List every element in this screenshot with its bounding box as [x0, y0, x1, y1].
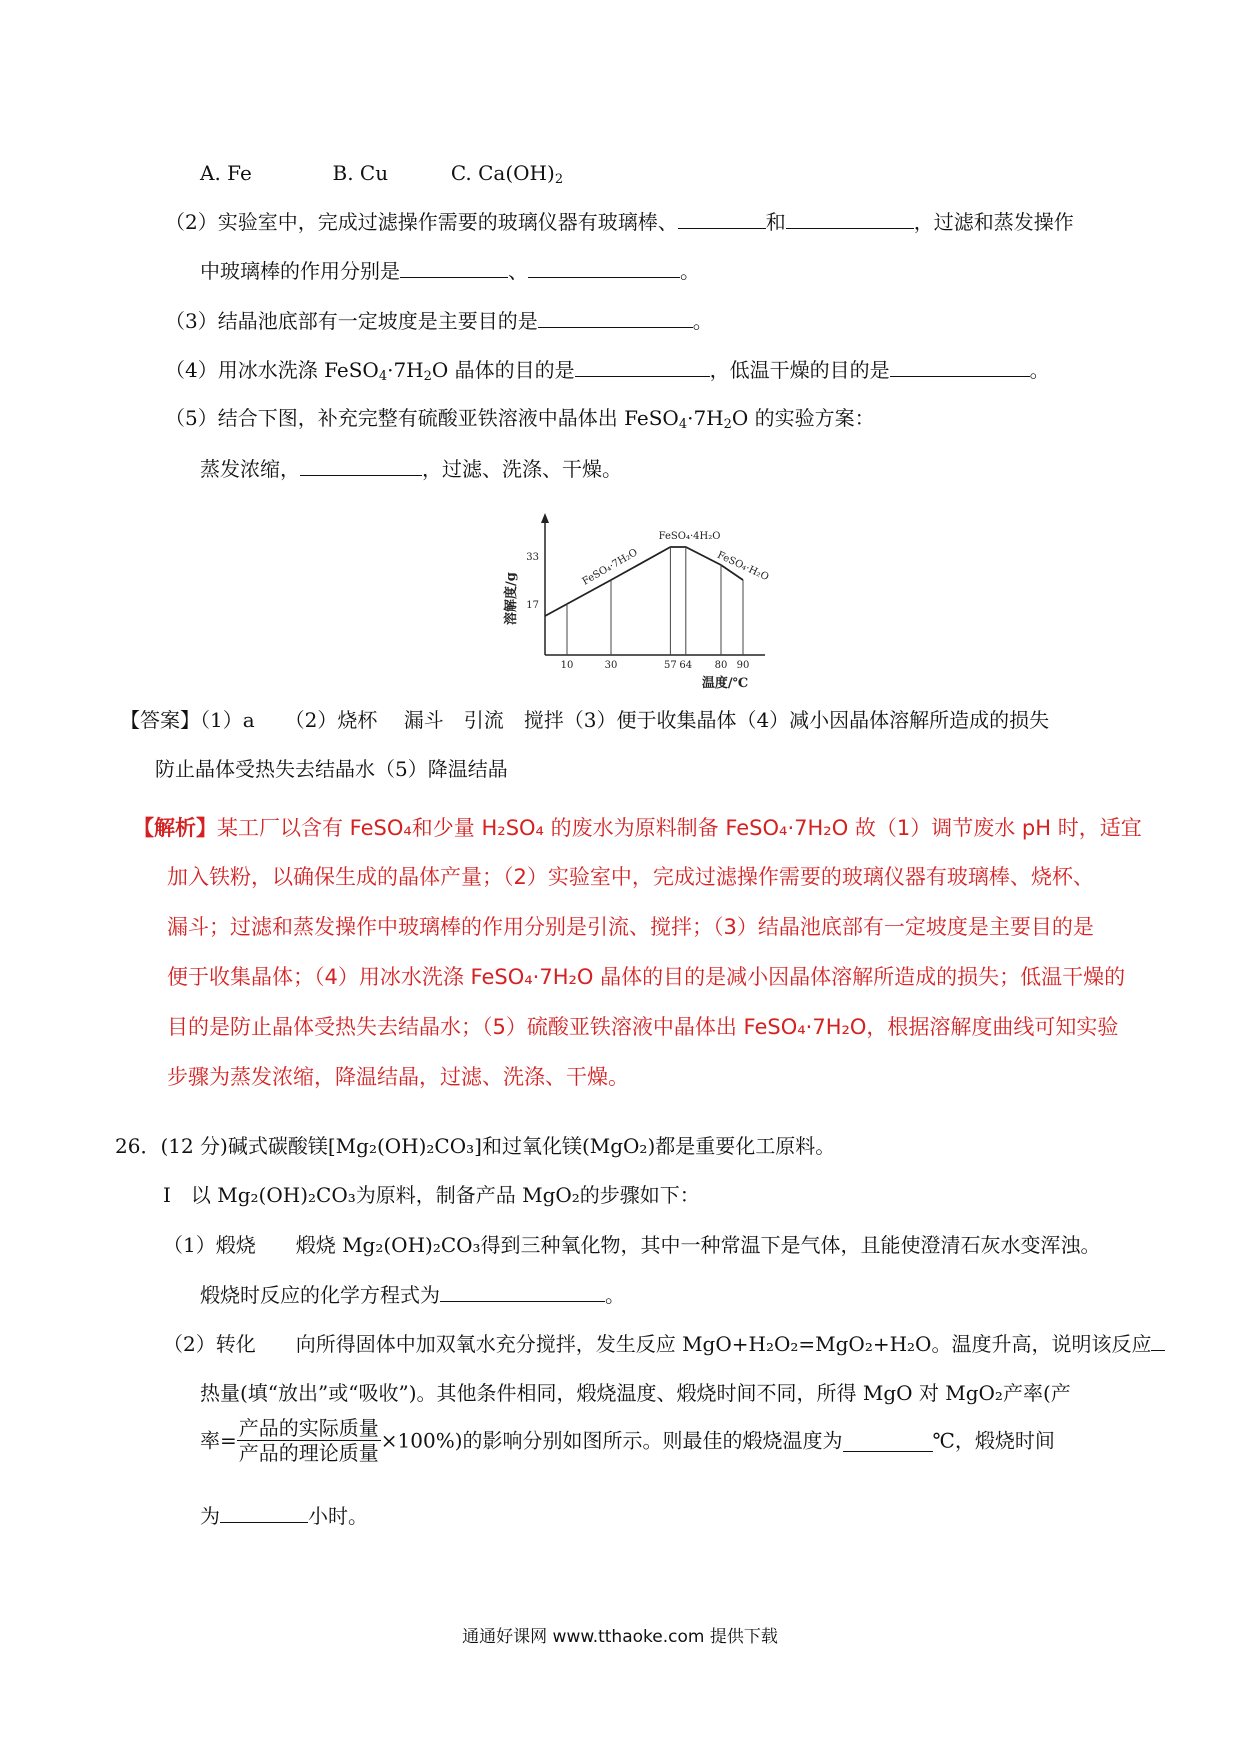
blank: [786, 206, 914, 229]
analysis-line6: 步骤为蒸发浓缩，降温结晶，过滤、洗涤、干燥。: [167, 1065, 629, 1089]
y-tick-label: 33: [526, 552, 539, 563]
analysis-line5: 目的是防止晶体受热失去结晶水；（5）硫酸亚铁溶液中晶体出 FeSO₄·7H₂O，根据溶解度曲线可知实验: [167, 1015, 1119, 1039]
x-axis-label: 温度/℃: [701, 676, 749, 690]
x-tick-label: 10: [560, 660, 574, 671]
y-tick-label: 17: [526, 600, 539, 611]
option-c: C. $Ca(OH)_2$: [450, 161, 564, 187]
q2-line2: 中玻璃棒的作用分别是 、 。: [200, 255, 700, 286]
q26-s1-line1: （1）煅烧 煅烧 Mg₂(OH)₂CO₃得到三种氧化物，其中一种常温下是气体，且能使澄清石灰水变浑浊。: [163, 1233, 1101, 1257]
solubility-curve: [545, 547, 743, 616]
analysis-line2: 加入铁粉，以确保生成的晶体产量；（2）实验室中，完成过滤操作需要的玻璃仪器有玻璃棒、烧杯、: [167, 865, 1094, 889]
x-tick-label: 90: [736, 660, 750, 671]
x-tick-label: 30: [604, 660, 618, 671]
q5-line2: 蒸发浓缩， ，过滤、洗涤、干燥。: [200, 453, 622, 484]
solubility-chart: [495, 510, 795, 690]
blank: [440, 1279, 605, 1302]
answer-label: 【答案】: [120, 708, 200, 732]
curve-label: FeSO₄·H₂O: [715, 549, 771, 584]
blank: [843, 1429, 933, 1452]
analysis-line4: 便于收集晶体；（4）用冰水洗涤 FeSO₄·7H₂O 晶体的目的是减小因晶体溶解所造成的损失；低温干燥的: [167, 965, 1126, 989]
analysis-label: 【解析】: [133, 816, 217, 840]
blank: [528, 255, 680, 278]
y-axis-arrow: [541, 513, 549, 523]
q26-head: 26．(12 分)碱式碳酸镁[Mg₂(OH)₂CO₃]和过氧化镁(MgO₂)都是重要化工原料。: [115, 1134, 836, 1158]
q5-line1: （5）结合下图，补充完整有硫酸亚铁溶液中晶体出 $FeSO_4\cdot 7H_2O$ 的实验方案：: [165, 406, 875, 432]
blank: [678, 206, 766, 229]
curve-label: FeSO₄·4H₂O: [658, 531, 721, 542]
x-tick-label: 80: [714, 660, 728, 671]
blank: [890, 354, 1030, 377]
blank: [220, 1500, 308, 1523]
page-footer: 通通好课网 www.tthaoke.com 提供下载: [462, 1627, 778, 1647]
q26-s1-line2: 煅烧时反应的化学方程式为 。: [200, 1279, 625, 1310]
blank: [575, 354, 710, 377]
yield-fraction: $\frac{\text{产品的实际质量}}{\text{产品的理论质量}}$: [238, 1416, 379, 1465]
q26-s2-line2: 热量(填“放出”或“吸收”)。其他条件相同，煅烧温度、煅烧时间不同，所得 MgO 对 MgO₂产率(产: [200, 1381, 1071, 1405]
q26-s2-line4: 为 小时。: [200, 1500, 368, 1531]
blank: [1151, 1328, 1165, 1351]
answer-line2: 防止晶体受热失去结晶水（5）降温结晶: [155, 757, 508, 781]
answer-line1: 【答案】（1）a （2）烧杯 漏斗 引流 搅拌（3）便于收集晶体（4）减小因晶体溶解所造成的损失: [120, 708, 1050, 732]
q4-line: （4）用冰水洗涤 $FeSO_4\cdot 7H_2O$ 晶体的目的是 ，低温干燥的目的是 。: [165, 354, 1050, 385]
blank: [400, 255, 508, 278]
x-tick-label: 64: [679, 660, 693, 671]
y-axis-label: 溶解度/g: [504, 572, 519, 625]
q26-s2-line1: （2）转化 向所得固体中加双氧水充分搅拌，发生反应 MgO+H₂O₂=MgO₂+H₂O。温度升高，说明该反应: [163, 1328, 1165, 1359]
blank: [538, 305, 693, 328]
curve-label: FeSO₄·7H₂O: [580, 547, 640, 588]
q3-line: （3）结晶池底部有一定坡度是主要目的是 。: [165, 305, 713, 336]
q26-s2-line3: 率= $\frac{\text{产品的实际质量}}{\text{产品的理论质量}}$ ×100%)的影响分别如图所示。则最佳的煅烧温度为 ℃，煅烧时间: [200, 1416, 1055, 1465]
blank: [300, 453, 422, 476]
q2-line1: （2）实验室中，完成过滤操作需要的玻璃仪器有玻璃棒、 和 ，过滤和蒸发操作: [165, 206, 1074, 237]
options-line: [200, 158, 563, 188]
option-a: A. Fe: [200, 161, 252, 185]
analysis-line3: 漏斗；过滤和蒸发操作中玻璃棒的作用分别是引流、搅拌；（3）结晶池底部有一定坡度是主要目的是: [167, 915, 1094, 939]
option-b: B. Cu: [332, 161, 389, 185]
q26-part1: I 以 Mg₂(OH)₂CO₃为原料，制备产品 MgO₂的步骤如下：: [163, 1183, 700, 1207]
x-tick-label: 57: [664, 660, 677, 671]
analysis-line1: 【解析】某工厂以含有 FeSO₄和少量 H₂SO₄ 的废水为原料制备 FeSO₄·7H₂O 故（1）调节废水 pH 时，适宜: [133, 816, 1142, 840]
